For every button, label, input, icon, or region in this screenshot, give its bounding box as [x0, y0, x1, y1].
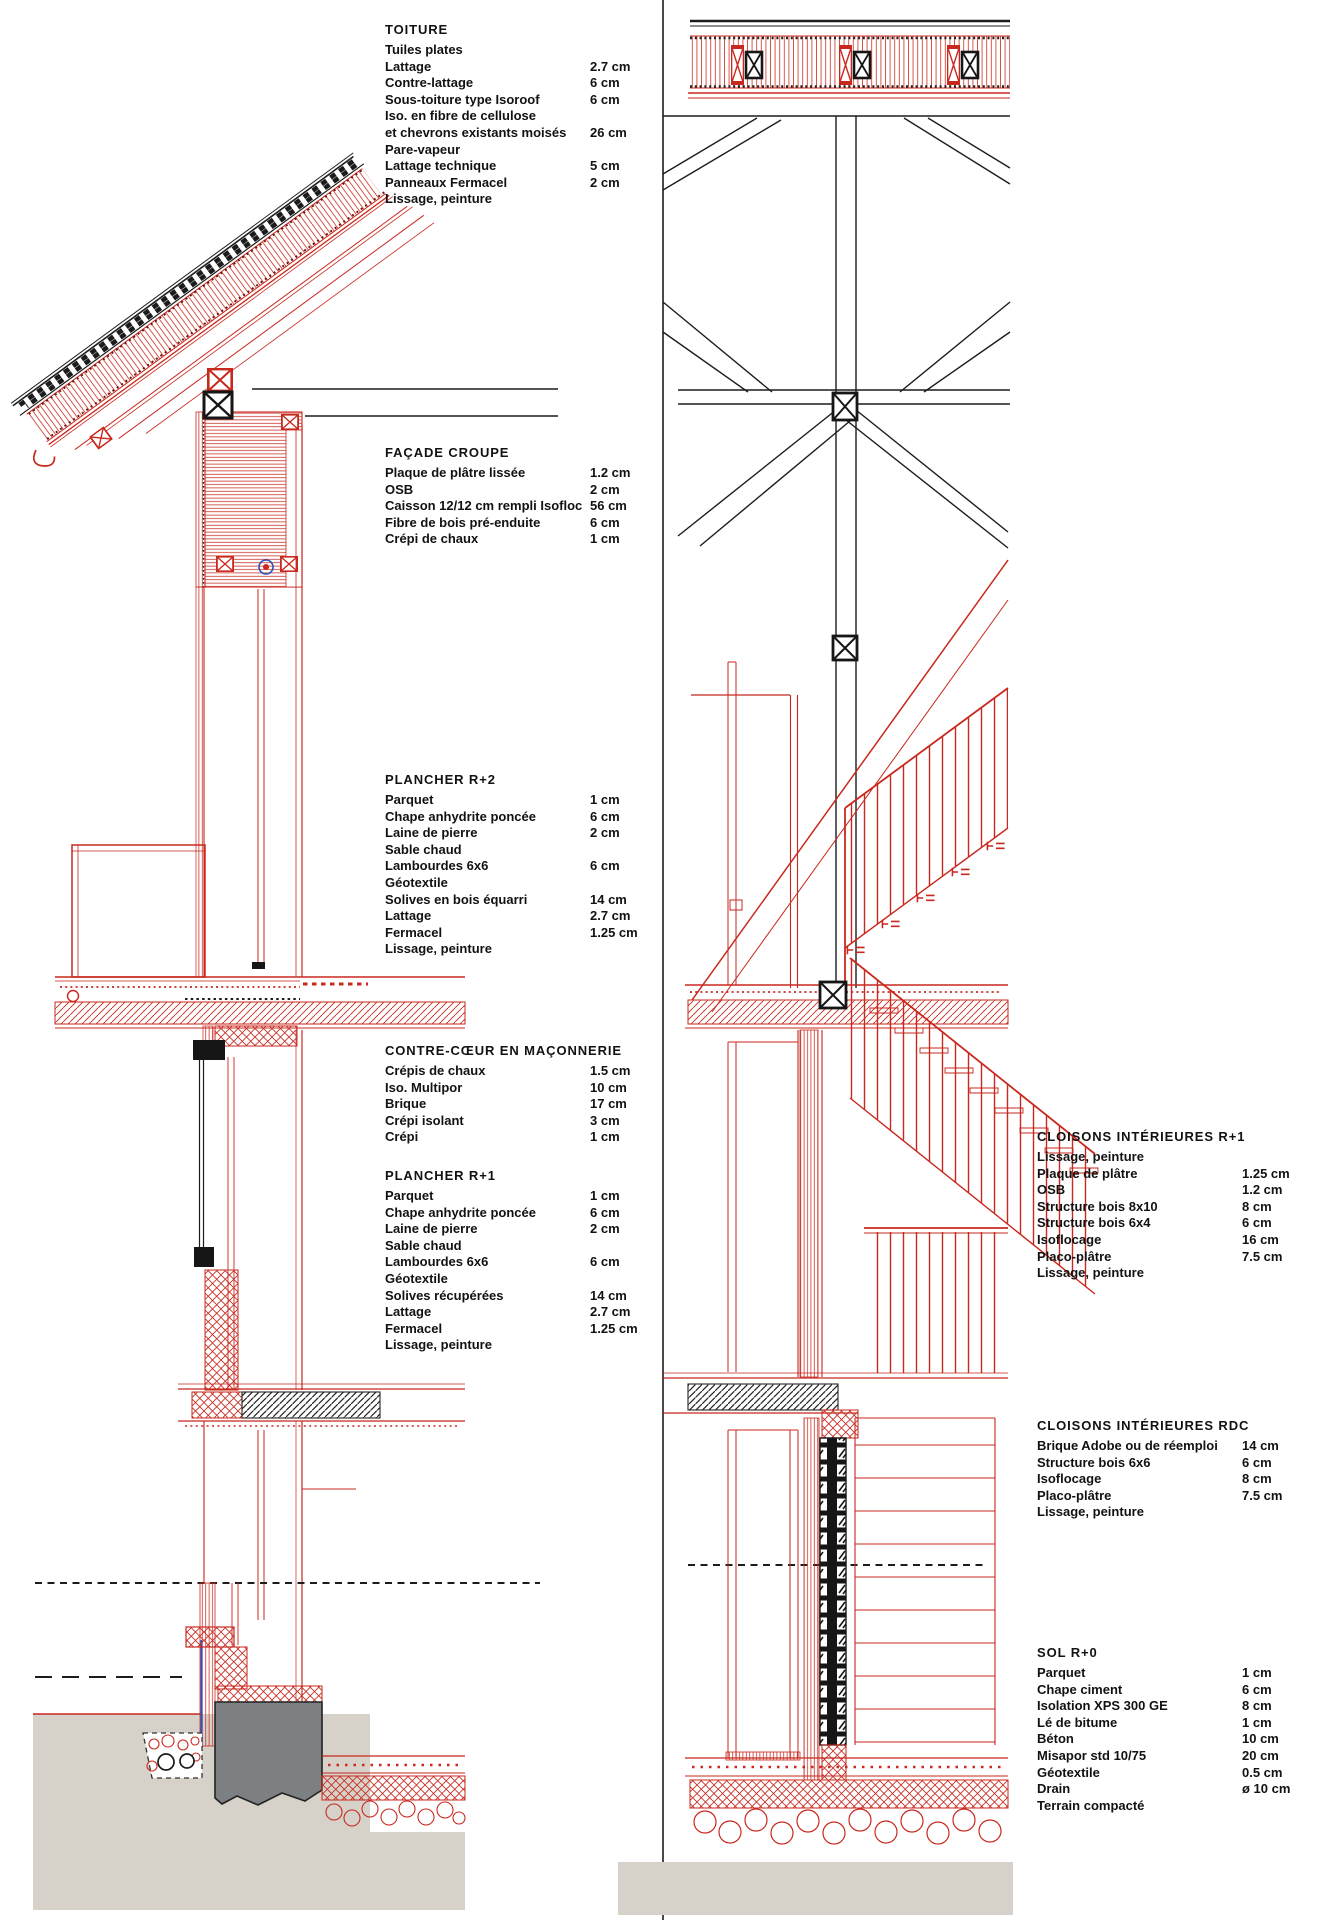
layer-label: Lissage, peinture — [1037, 1149, 1144, 1164]
layer-thickness: 1 cm — [590, 1188, 620, 1203]
layer-label: Panneaux Fermacel — [385, 174, 508, 190]
legend-row — [1037, 1731, 1318, 1748]
layer-label: Crépi isolant — [385, 1112, 464, 1128]
landing-guardrail — [864, 1228, 1008, 1373]
slab-r2 — [55, 977, 465, 1028]
legend-row — [385, 1288, 685, 1305]
layer-thickness: 6 cm — [590, 1254, 620, 1270]
legend-rows — [1037, 1149, 1318, 1282]
layer-label: Parquet — [385, 792, 434, 807]
legend-row — [385, 1063, 685, 1080]
layer-label: et chevrons existants moisés — [385, 124, 567, 140]
layer-thickness: 10 cm — [590, 1079, 627, 1095]
legend-row — [385, 482, 685, 499]
layer-label: Fermacel — [385, 924, 443, 940]
layer-thickness: 5 cm — [590, 158, 620, 174]
legend-row — [385, 515, 685, 532]
layer-label: Solives en bois équarri — [385, 891, 528, 907]
legend-row — [1037, 1698, 1318, 1715]
layer-label: Structure bois 8x10 — [1037, 1198, 1158, 1214]
layer-label: Iso. Multipor — [385, 1079, 463, 1095]
layer-label: Crépis de chaux — [385, 1063, 486, 1078]
layer-label: Laine de pierre — [385, 825, 478, 841]
layer-label: Isolation XPS 300 GE — [1037, 1698, 1168, 1714]
layer-label: OSB — [1037, 1182, 1066, 1198]
legend-row — [385, 1304, 685, 1321]
layer-label: Brique — [385, 1096, 427, 1112]
layer-thickness: 6 cm — [590, 1204, 620, 1220]
layer-label: Géotextile — [1037, 1764, 1100, 1780]
layer-label: Misapor std 10/75 — [1037, 1747, 1147, 1763]
legend-row — [385, 825, 685, 842]
layer-label: Parquet — [385, 1188, 434, 1203]
truss-connector-xbox — [833, 393, 857, 420]
legend-row — [385, 175, 685, 192]
legend-title: SOL R+0 — [1037, 1645, 1098, 1660]
adobe-brick-column — [820, 1438, 846, 1745]
drain-pipe — [180, 1754, 194, 1768]
layer-label: Lambourdes 6x6 — [385, 1254, 489, 1270]
layer-thickness: 8 cm — [1242, 1471, 1272, 1487]
eave-batten-xbox — [90, 427, 112, 448]
layer-label: Contre-lattage — [385, 75, 474, 91]
legend-rows — [385, 42, 685, 208]
layer-thickness: 16 cm — [1242, 1231, 1279, 1247]
balcony-drain — [68, 991, 79, 1002]
layer-thickness: 7.5 cm — [1242, 1487, 1283, 1503]
layer-thickness: 1 cm — [590, 792, 620, 807]
layer-thickness: 1 cm — [1242, 1665, 1272, 1680]
layer-thickness: 2 cm — [590, 1221, 620, 1237]
legend-row — [385, 1337, 685, 1354]
layer-label: Laine de pierre — [385, 1221, 478, 1237]
layer-label: Parquet — [1037, 1665, 1086, 1680]
layer-thickness: 1.2 cm — [1242, 1182, 1283, 1198]
layer-label: Sable chaud — [385, 841, 462, 857]
layer-label: Lambourdes 6x6 — [385, 858, 489, 874]
legend-row — [1037, 1182, 1318, 1199]
legend-row — [385, 1254, 685, 1271]
layer-thickness: 20 cm — [1242, 1747, 1279, 1763]
legend-row — [385, 42, 685, 59]
layer-label: Crépi de chaux — [385, 531, 479, 547]
concrete-footing — [215, 1702, 322, 1805]
layer-label: Chape anhydrite poncée — [385, 1204, 536, 1220]
legend-title: CLOISONS INTÉRIEURES RDC — [1037, 1418, 1250, 1433]
layer-label: Lissage, peinture — [1037, 1265, 1144, 1281]
layer-label: Lissage, peinture — [385, 191, 492, 207]
legend-row — [1037, 1665, 1318, 1682]
legend-row — [1037, 1265, 1318, 1282]
legend-row — [385, 125, 685, 142]
slab-rdc-right — [663, 1373, 1008, 1438]
legend-row — [1037, 1199, 1318, 1216]
layer-label: Plaque de plâtre — [1037, 1165, 1138, 1181]
layer-label: Crépi — [385, 1129, 419, 1145]
legend-sol-r0 — [1037, 1645, 1318, 1814]
legend-row — [385, 1080, 685, 1097]
layer-thickness: 1.5 cm — [590, 1063, 631, 1078]
legend-row — [1037, 1232, 1318, 1249]
gutter — [34, 450, 55, 466]
legend-row — [385, 842, 685, 859]
legend-cloisons-r1 — [1037, 1129, 1318, 1282]
layer-label: Sous-toiture type Isoroof — [385, 91, 540, 107]
legend-facade-croupe — [385, 445, 685, 548]
legend-row — [385, 75, 685, 92]
legend-row — [385, 531, 685, 548]
legend-row — [385, 1271, 685, 1288]
layer-label: Iso. en fibre de cellulose — [385, 108, 536, 124]
foundation-right — [618, 1758, 1013, 1915]
layer-thickness: 14 cm — [590, 891, 627, 907]
legend-row — [1037, 1488, 1318, 1505]
layer-label: Lattage — [385, 58, 432, 74]
legend-title: FAÇADE CROUPE — [385, 445, 510, 460]
legend-row — [385, 465, 685, 482]
legend-row — [1037, 1215, 1318, 1232]
layer-thickness: 6 cm — [590, 514, 620, 530]
layer-thickness: 26 cm — [590, 124, 627, 140]
layer-thickness: ø 10 cm — [1242, 1781, 1291, 1797]
layer-label: Terrain compacté — [1037, 1797, 1145, 1813]
legend-rows — [385, 1188, 685, 1354]
legend-row — [385, 1129, 685, 1146]
layer-thickness: 2 cm — [590, 825, 620, 841]
legend-row — [385, 858, 685, 875]
layer-thickness: 6 cm — [590, 808, 620, 824]
layer-thickness: 1 cm — [590, 531, 620, 547]
foundation-left — [33, 1583, 465, 1910]
layer-label: Lissage, peinture — [1037, 1504, 1144, 1520]
layer-label: Fermacel — [385, 1320, 443, 1336]
layer-thickness: 6 cm — [1242, 1215, 1272, 1231]
drain-pipe — [158, 1754, 174, 1770]
legend-row — [385, 941, 685, 958]
legend-row — [1037, 1166, 1318, 1183]
legend-plancher-r2 — [385, 772, 685, 958]
layer-thickness: 14 cm — [590, 1287, 627, 1303]
layer-thickness: 10 cm — [1242, 1731, 1279, 1747]
layer-label: Plaque de plâtre lissée — [385, 465, 526, 480]
legend-rows — [385, 792, 685, 958]
layer-thickness: 14 cm — [1242, 1438, 1279, 1453]
legend-row — [1037, 1765, 1318, 1782]
legend-row — [385, 875, 685, 892]
layer-label: Placo-plâtre — [1037, 1248, 1112, 1264]
legend-row — [385, 1238, 685, 1255]
legend-row — [1037, 1798, 1318, 1815]
layer-thickness: 2 cm — [590, 481, 620, 497]
legend-title: CLOISONS INTÉRIEURES R+1 — [1037, 1129, 1246, 1144]
timber-xbox — [204, 392, 232, 418]
legend-title: PLANCHER R+1 — [385, 1168, 496, 1183]
layer-thickness: 3 cm — [590, 1112, 620, 1128]
layer-thickness: 6 cm — [590, 75, 620, 91]
legend-row — [385, 1205, 685, 1222]
legend-title: PLANCHER R+2 — [385, 772, 496, 787]
legend-row — [385, 809, 685, 826]
layer-label: Structure bois 6x6 — [1037, 1454, 1151, 1470]
layer-label: Lissage, peinture — [385, 941, 492, 957]
legend-rows — [1037, 1665, 1318, 1814]
legend-row — [1037, 1471, 1318, 1488]
layer-thickness: 1.2 cm — [590, 465, 631, 480]
layer-thickness: 0.5 cm — [1242, 1764, 1283, 1780]
layer-label: Pare-vapeur — [385, 141, 461, 157]
legend-row — [1037, 1438, 1318, 1455]
layer-thickness: 7.5 cm — [1242, 1248, 1283, 1264]
layer-label: Brique Adobe ou de réemploi — [1037, 1438, 1218, 1453]
layer-label: Géotextile — [385, 874, 448, 890]
balcony — [72, 845, 205, 977]
layer-label: Solives récupérées — [385, 1287, 504, 1303]
stair-opening — [691, 662, 798, 988]
layer-label: Lattage technique — [385, 158, 497, 174]
layer-thickness: 2 cm — [590, 174, 620, 190]
legend-title: TOITURE — [385, 22, 449, 37]
legend-row — [385, 1321, 685, 1338]
legend-row — [385, 142, 685, 159]
legend-row — [1037, 1715, 1318, 1732]
post-connector-xbox — [833, 636, 857, 660]
layer-thickness: 1 cm — [1242, 1714, 1272, 1730]
legend-title: CONTRE-CŒUR EN MAÇONNERIE — [385, 1043, 622, 1058]
legend-plancher-r1 — [385, 1168, 685, 1354]
layer-thickness: 2.7 cm — [590, 58, 631, 74]
legend-row — [1037, 1504, 1318, 1521]
layer-label: Chape ciment — [1037, 1681, 1123, 1697]
legend-row — [1037, 1748, 1318, 1765]
layer-thickness: 6 cm — [590, 858, 620, 874]
legend-rows — [1037, 1438, 1318, 1521]
legend-rows — [385, 465, 685, 548]
layer-label: Isoflocage — [1037, 1471, 1102, 1487]
stair-post-xbox — [820, 982, 846, 1008]
legend-row — [385, 908, 685, 925]
legend-row — [1037, 1455, 1318, 1472]
legend-row — [385, 108, 685, 125]
legend-row — [385, 1188, 685, 1205]
layer-thickness: 6 cm — [1242, 1681, 1272, 1697]
layer-label: Géotextile — [385, 1270, 448, 1286]
layer-label: Tuiles plates — [385, 42, 463, 57]
layer-thickness: 6 cm — [590, 91, 620, 107]
legend-row — [385, 892, 685, 909]
layer-label: Lissage, peinture — [385, 1337, 492, 1353]
layer-thickness: 1 cm — [590, 1129, 620, 1145]
legend-row — [385, 92, 685, 109]
layer-label: Caisson 12/12 cm rempli Isofloc — [385, 498, 583, 514]
legend-row — [1037, 1149, 1318, 1166]
legend-row — [1037, 1249, 1318, 1266]
legend-contre-coeur — [385, 1043, 685, 1146]
layer-label: Lé de bitume — [1037, 1714, 1118, 1730]
layer-thickness: 6 cm — [1242, 1454, 1272, 1470]
contre-coeur-wall — [193, 1026, 302, 1390]
legend-row — [385, 1221, 685, 1238]
layer-thickness: 8 cm — [1242, 1698, 1272, 1714]
ceiling-band — [663, 21, 1010, 116]
legend-row — [385, 158, 685, 175]
legend-toiture — [385, 22, 685, 208]
layer-thickness: 1.25 cm — [1242, 1165, 1290, 1181]
layer-thickness: 1.25 cm — [590, 924, 638, 940]
layer-label: Sable chaud — [385, 1237, 462, 1253]
layer-label: Structure bois 6x4 — [1037, 1215, 1151, 1231]
layer-thickness: 1.25 cm — [590, 1320, 638, 1336]
layer-label: Chape anhydrite poncée — [385, 808, 536, 824]
layer-thickness: 2.7 cm — [590, 1304, 631, 1320]
drain-bed — [143, 1733, 202, 1778]
legend-rows — [385, 1063, 685, 1146]
legend-row — [385, 1096, 685, 1113]
legend-row — [385, 792, 685, 809]
legend-row — [385, 191, 685, 208]
legend-row — [1037, 1781, 1318, 1798]
wall-interior-r1 — [728, 1030, 822, 1377]
layer-label: OSB — [385, 481, 414, 497]
layer-thickness: 17 cm — [590, 1096, 627, 1112]
ground-right — [618, 1862, 1013, 1915]
layer-label: Fibre de bois pré-enduite — [385, 514, 541, 530]
legend-row — [385, 1113, 685, 1130]
legend-cloisons-rdc — [1037, 1418, 1318, 1521]
layer-thickness: 8 cm — [1242, 1198, 1272, 1214]
adobe-coursing — [855, 1445, 995, 1742]
layer-label: Béton — [1037, 1731, 1074, 1747]
layer-thickness: 2.7 cm — [590, 908, 631, 924]
legend-row — [385, 925, 685, 942]
legend-row — [1037, 1682, 1318, 1699]
layer-label: Placo-plâtre — [1037, 1487, 1112, 1503]
wall-rdc-right — [726, 1418, 995, 1780]
layer-label: Isoflocage — [1037, 1231, 1102, 1247]
layer-label: Lattage — [385, 908, 432, 924]
layer-label: Lattage — [385, 1304, 432, 1320]
facade-caisson — [196, 369, 302, 589]
legend-row — [385, 498, 685, 515]
legend-row — [385, 59, 685, 76]
layer-label: Drain — [1037, 1781, 1071, 1797]
layer-thickness: 56 cm — [590, 498, 627, 514]
